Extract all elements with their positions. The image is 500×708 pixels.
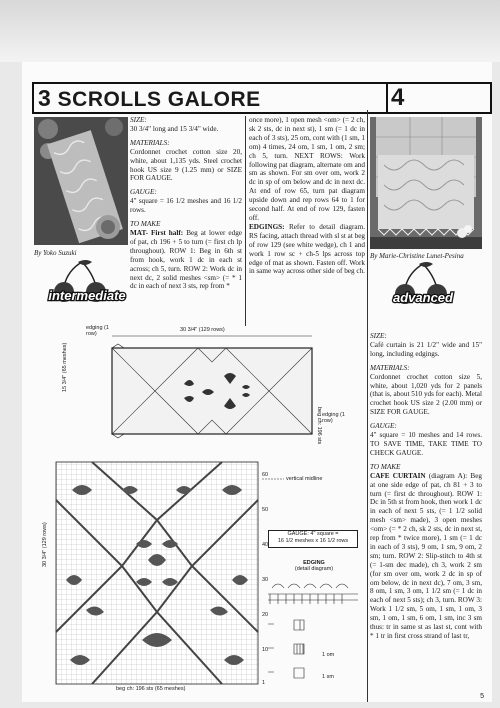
to-make-heading-right: TO MAKE [370, 462, 401, 471]
size-heading-right: SIZE: [370, 332, 387, 340]
magazine-page [22, 62, 492, 702]
mat-photo-art [34, 117, 128, 245]
continued-instructions: once more), 1 open mesh <om> (= 2 ch, sk 2 sts, dc in next st), 1 sm (= 1 dc in each of 3 sts), 25 om, cont with (1 sm, 1 om) 4 times, 24 om, 1 sm, 1 om, 2 sm; ch 5, turn. NEXT ROWS: Work following pat diagram, alternate om and sm as shown. For sm over om, work 2 dc in sp of om below and dc in next dc. At end of row 65, turn pat diagram upside down and rep rows 64 to 1 for second half. At end of row 129, fasten off. [249, 116, 365, 222]
edging-top-label: edging (1 row) [86, 325, 109, 337]
cafe-curtain-label: CAFE CURTAIN [370, 471, 426, 480]
gauge-text-right: 4" square = 10 meshes and 14 rows. TO SAVE TIME, TAKE TIME TO CHECK GAUGE. [370, 431, 482, 457]
designer-credit-right: By Marie-Christine Lunet-Pesina [370, 252, 464, 260]
row-number-1: 1 [262, 680, 266, 686]
to-make-heading: TO MAKE [130, 220, 161, 229]
gauge-callout-line2: 16 1/2 meshes x 16 1/2 rows [277, 538, 349, 544]
edging-detail-diagram [264, 574, 364, 684]
midline-marker [262, 476, 286, 482]
key-open-mesh: 1 om [322, 652, 335, 658]
gauge-heading-right: GAUGE: [370, 422, 397, 431]
row-number-40: 40 [262, 542, 269, 548]
materials-heading: MATERIALS: [130, 138, 170, 147]
pattern-title [38, 85, 261, 112]
edgings-heading: EDGINGS: [249, 222, 285, 231]
size-text-right: Café curtain is 21 1/2" wide and 15" long, including edgings. [370, 340, 482, 358]
level-badge-text-right: advanced [393, 290, 453, 305]
row-number-50: 50 [262, 507, 269, 513]
key-solid-mesh: 1 sm [322, 674, 334, 680]
gauge-callout-line1: GAUGE: 4" square = [287, 531, 339, 537]
overview-diagram [92, 332, 332, 462]
filet-chart [52, 460, 262, 692]
gauge-callout [268, 530, 358, 548]
side-height-label: 15 3/4" (65 meshes) [62, 342, 68, 392]
vertical-midline-label: vertical midline [286, 476, 323, 482]
materials-heading-right: MATERIALS: [370, 363, 410, 372]
curtain-photo [370, 117, 482, 249]
mat-first-half-label: MAT- First half: [130, 228, 184, 237]
pattern-title-text: SCROLLS GALORE [57, 88, 261, 111]
row-number-60: 60 [262, 472, 269, 478]
row-number-10: 10 [262, 647, 269, 653]
materials-text-right: Cordonnet crochet cotton size 5, white, about 1,020 yds for 2 panels (that is, about 510 yds for each). Metal crochet hook US size 2 (2.00 mm) or SIZE FOR GAUGE. [370, 372, 482, 417]
edging-detail-title [294, 560, 334, 572]
to-make-text: Beg at lower edge of pat, ch 196 + 5 to turn (= first ch lp throughout). ROW 1: Beg in 6th st from hook, work 1 dc in each st across; ch 5, turn. ROW 2: Work dc in next dc, 2 solid meshes <sm> (= * 1 dc in each of next 3 sts, rep from * [130, 228, 242, 291]
column-divider-2 [367, 110, 368, 702]
column-divider-1 [245, 116, 246, 326]
intermediate-cherry-badge [42, 258, 132, 320]
beg-ch-side-label: beg ch: 196 sts [316, 407, 322, 445]
page-header [32, 82, 492, 114]
pattern-number-right: 4 [391, 84, 405, 111]
edgings-text: Refer to detail diagram. RS facing, attach thread with sl st at beg of row 129 (see white wedge), ch 1 and work 1 row sc + ch-5 lps across top edge of mat as shown. Fasten off. Work in same way across other side of beg ch. [249, 222, 365, 276]
gauge-text: 4" square = 16 1/2 meshes and 16 1/2 rows. [130, 197, 242, 215]
to-make-text-right: (diagram A): Beg at one side edge of pat, ch 81 + 3 to turn (= first dc throughout). ROW 1: Dc in 5th st from hook, then work 1 dc in each of next 5 sts, (= 1 1/2 solid mesh <sm> made), 3 open meshes <om> (= * 2 ch, sk 2 sts, dc in next st, rep from * twice more), 1 sm (= 1 dc in each of 3 sts), 9 om, 1 sm, 9 om, 2 sm; turn. ROW 2: Slip-stitch to 4th st (= 1-sm dec made), ch 3, work 2 sm (for sm over om, work 2 dc in sp of om below, dc in next dc), 7 om, 3 sm, 8 om, 1 sm, 3 om, 1 1/2 sm (= 1 dc in each of next 5 sts); ch 3, turn. ROW 3: Work 1 1/2 sm, 5 om, 1 sm, 1 om, 3 sm, 1 om, 1 sm, 6 om, 1 sm, inc 3 sm thus: tr in same st as last st, cont with * 1 tr in first cross strand of last tr, [370, 471, 482, 640]
row-number-30: 30 [262, 577, 269, 583]
page-number: 5 [480, 693, 484, 700]
bottom-beg-ch-label: beg ch: 196 sts (65 meshes) [116, 686, 186, 692]
designer-credit-left: By Yoko Suzuki [34, 249, 77, 257]
edging-right-label: edging (1 row) [322, 412, 345, 424]
instructions-column-3 [370, 332, 482, 641]
level-badge-text-left: intermediate [48, 288, 126, 303]
instructions-column-2 [249, 116, 365, 276]
size-text: 30 3/4" long and 15 3/4" wide. [130, 124, 219, 133]
mat-photo [34, 117, 128, 245]
pattern-number-box [386, 84, 490, 112]
edging-detail-subtitle: (detail diagram) [294, 566, 334, 572]
scan-background [0, 0, 500, 62]
top-width-label: 30 3/4" (129 rows) [180, 327, 225, 333]
curtain-photo-art [370, 117, 482, 249]
gauge-heading: GAUGE: [130, 188, 157, 197]
instructions-column-1 [130, 116, 242, 291]
materials-text: Cordonnet crochet cotton size 20, white, about 1,135 yds. Steel crochet hook US size 9 (1.25 mm) or SIZE FOR GAUGE. [130, 147, 242, 183]
size-heading: SIZE: [130, 116, 147, 124]
edging-detail-heading: EDGING [303, 560, 325, 566]
left-height-label: 30 3/4" (129 rows) [42, 522, 48, 567]
pattern-number-left: 3 [38, 85, 52, 111]
advanced-cherry-badge [378, 260, 468, 322]
row-number-20: 20 [262, 612, 269, 618]
